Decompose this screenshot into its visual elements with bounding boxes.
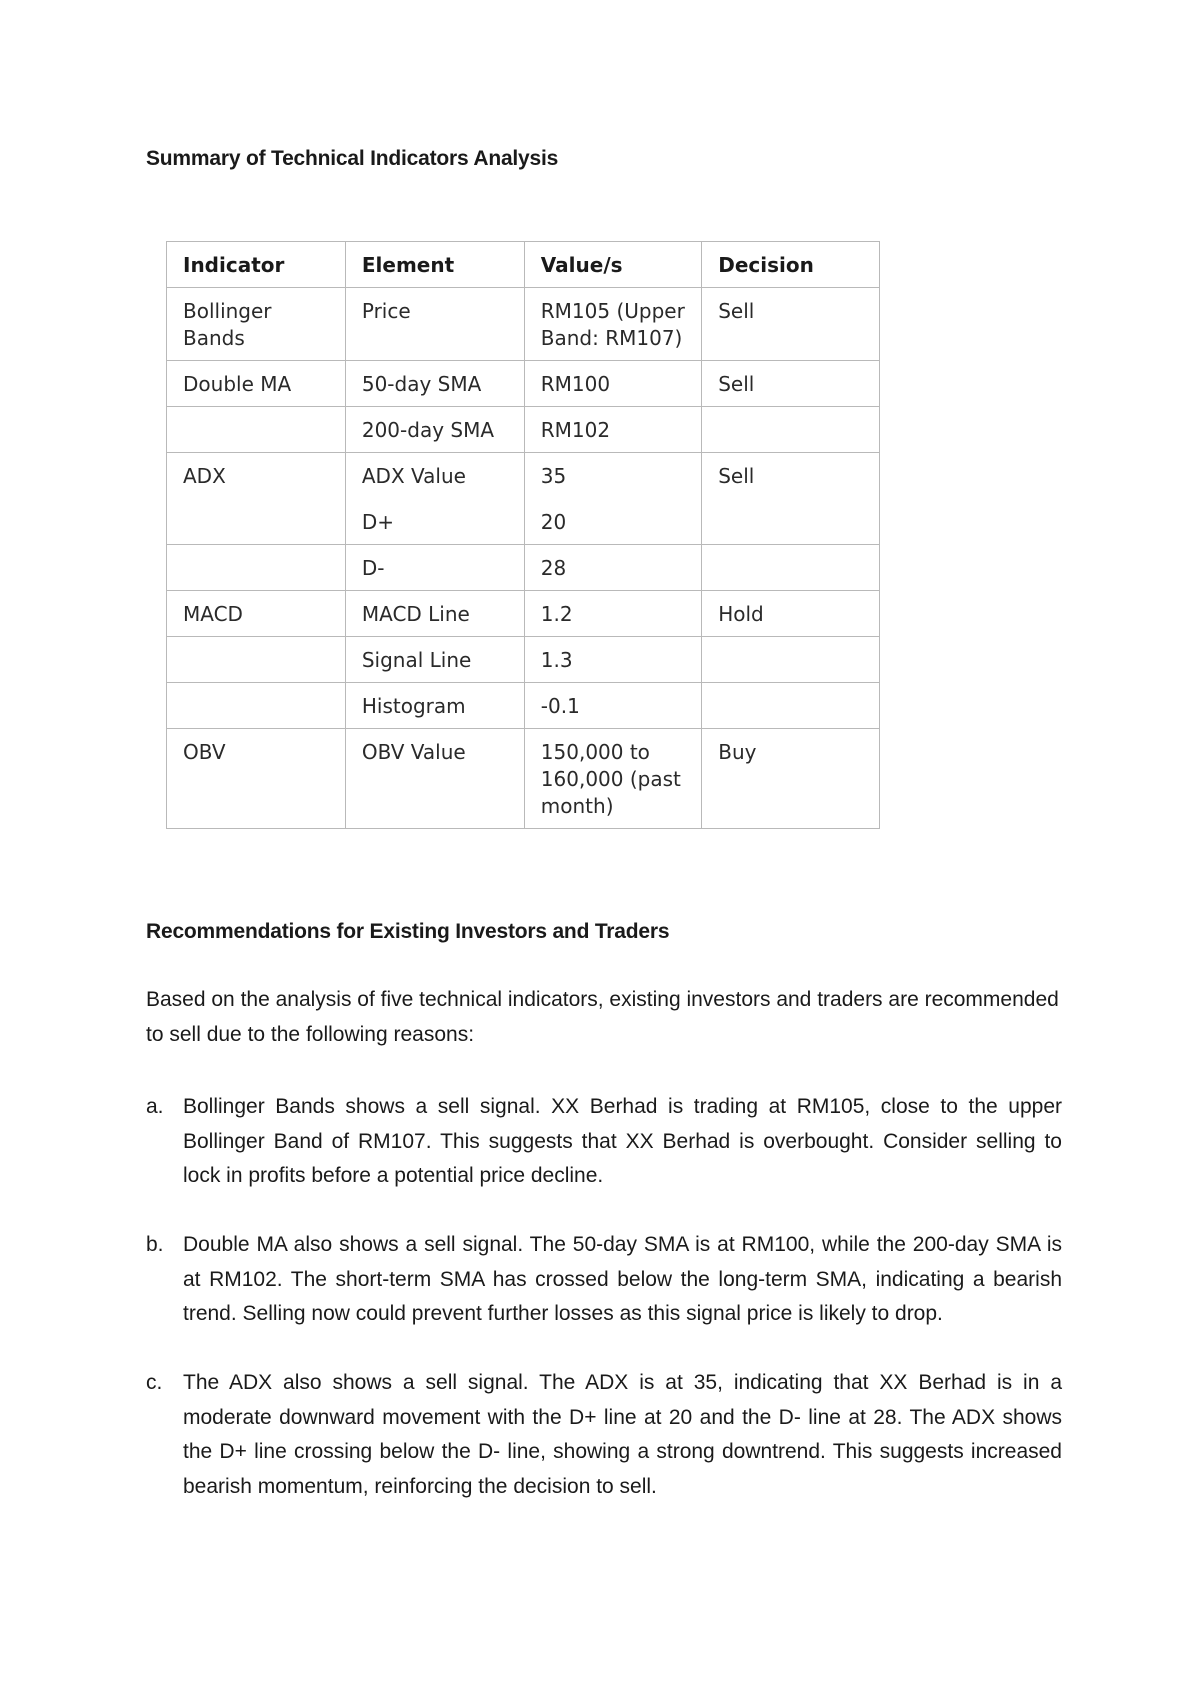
cell-decision: Sell [702,288,880,361]
list-item [146,1228,1062,1332]
cell-element: Price [345,288,524,361]
cell-decision: Sell [702,361,880,407]
table-row [167,499,880,545]
cell-decision: Buy [702,729,880,829]
list-item-text: Double MA also shows a sell signal. The 50-day SMA is at RM100, while the 200-day SMA is at RM102. The short-term SMA has crossed below the long-term SMA, indicating a bearish trend. Selling now could prevent further losses as this signal price is likely to drop. [183,1233,1062,1325]
cell-element: Signal Line [345,637,524,683]
cell-value: 28 [524,545,701,591]
cell-value: 1.3 [524,637,701,683]
cell-element: 50-day SMA [345,361,524,407]
cell-element: ADX Value [345,453,524,499]
cell-decision [702,407,880,453]
list-item [146,1366,1062,1504]
cell-indicator [167,499,346,545]
intro-paragraph: Based on the analysis of five technical indicators, existing investors and traders are recommended to sell due to the following reasons: [146,988,1059,1046]
cell-indicator [167,637,346,683]
cell-indicator: MACD [167,591,346,637]
cell-value: 1.2 [524,591,701,637]
table-row [167,591,880,637]
cell-value: RM102 [524,407,701,453]
cell-indicator [167,683,346,729]
table-row [167,288,880,361]
list-item-text: The ADX also shows a sell signal. The ADX is at 35, indicating that XX Berhad is in a moderate downward movement with the D+ line at 20 and the D- line at 28. The ADX shows the D+ line crossing below the D- line, showing a strong downtrend. This suggests increased bearish momentum, reinforcing the decision to sell. [183,1371,1062,1498]
cell-element: D+ [345,499,524,545]
cell-indicator [167,545,346,591]
reasons-list [146,1090,1062,1539]
cell-element: Histogram [345,683,524,729]
header-decision: Decision [702,242,880,288]
header-indicator: Indicator [167,242,346,288]
cell-element: OBV Value [345,729,524,829]
list-item-text: Bollinger Bands shows a sell signal. XX Berhad is trading at RM105, close to the upper Bollinger Band of RM107. This suggests that XX Berhad is overbought. Consider selling to lock in profits before a potential price decline. [183,1095,1062,1187]
table-row [167,683,880,729]
cell-decision: Hold [702,591,880,637]
list-marker: a. [146,1095,164,1118]
list-marker: c. [146,1371,163,1394]
cell-decision [702,545,880,591]
cell-value: RM105 (Upper Band: RM107) [524,288,701,361]
cell-value: 35 [524,453,701,499]
cell-indicator: OBV [167,729,346,829]
cell-indicator [167,407,346,453]
header-values: Value/s [524,242,701,288]
cell-indicator: Bollinger Bands [167,288,346,361]
table-row [167,361,880,407]
cell-element: MACD Line [345,591,524,637]
summary-heading: Summary of Technical Indicators Analysis [146,147,559,170]
cell-decision [702,637,880,683]
cell-indicator: Double MA [167,361,346,407]
list-marker: b. [146,1233,164,1256]
cell-element: 200-day SMA [345,407,524,453]
table-row [167,729,880,829]
indicators-table [166,241,880,829]
cell-value: RM100 [524,361,701,407]
cell-value: 150,000 to 160,000 (past month) [524,729,701,829]
cell-decision [702,683,880,729]
cell-value: 20 [524,499,701,545]
recommendations-heading: Recommendations for Existing Investors and Traders [146,920,670,943]
table-row [167,407,880,453]
cell-element: D- [345,545,524,591]
cell-indicator: ADX [167,453,346,499]
cell-decision [702,499,880,545]
cell-value: -0.1 [524,683,701,729]
header-element: Element [345,242,524,288]
table-header-row [167,242,880,288]
cell-decision: Sell [702,453,880,499]
list-item [146,1090,1062,1194]
table-row [167,637,880,683]
table-row [167,545,880,591]
table-row [167,453,880,499]
